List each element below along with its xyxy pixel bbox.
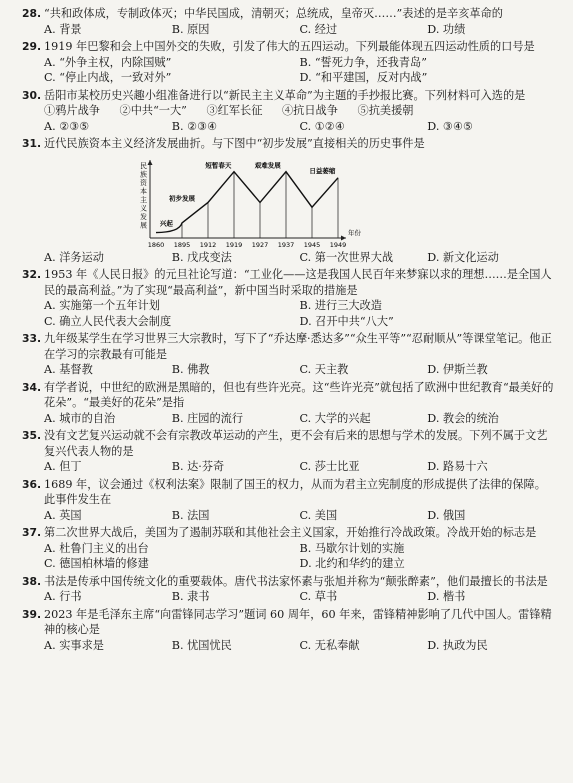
- material-item: ⑤抗美援朝: [357, 104, 414, 117]
- material-item: ③红军长征: [206, 104, 263, 117]
- question-39: [22, 607, 555, 654]
- option-d: D. 楷书: [427, 590, 466, 603]
- annotation-label: 艰难发展: [254, 161, 281, 170]
- annotation-label: 日益萎缩: [309, 166, 336, 175]
- option-b: B. “誓死力争，还我青岛”: [299, 55, 427, 69]
- question-38: [22, 574, 555, 605]
- question-number: 28.: [22, 7, 42, 20]
- question-33: [22, 331, 555, 378]
- question-number: 32.: [22, 268, 42, 281]
- x-tick-label: 1919: [225, 240, 243, 249]
- option-a: A. 背景: [44, 22, 82, 36]
- x-tick-label: 1945: [303, 240, 321, 249]
- option-d: D. ③④⑤: [427, 119, 474, 133]
- option-b: B. ②③④: [171, 119, 218, 133]
- question-stem: 1953 年《人民日报》的元旦社论写道：“工业化——这是我国人民百年来梦寐以求的理想……是全国人民的最高利益。”为了实现“最高利益”，新中国当时采取的措施是: [44, 268, 552, 297]
- question-stem: 1919 年巴黎和会上中国外交的失败，引发了伟大的五四运动。下列最能体现五四运动性质的口号是: [44, 40, 535, 53]
- option-c: C. “停止内战，一致对外”: [44, 71, 172, 84]
- x-tick-label: 1949: [329, 240, 347, 249]
- question-stem: “共和政体成，专制政体灭；中华民国成，清朝灭；总统成，皇帝灭……”表述的是辛亥革命的: [44, 7, 503, 20]
- option-d: D. 召开中共“八大”: [299, 314, 394, 328]
- option-a: A. 英国: [44, 508, 82, 522]
- x-axis-label: 年份: [348, 228, 361, 237]
- y-axis-label: 民族资本主义发展: [140, 161, 147, 229]
- economy-chart: [22, 154, 555, 250]
- question-stem: 2023 年是毛泽东主席“向雷锋同志学习”题词 60 周年，60 年来，雷锋精神影响了几代中国人。雷锋精神的核心是: [44, 607, 552, 636]
- option-c: C. 美国: [299, 508, 338, 522]
- material-item: ②中共“一大”: [119, 104, 187, 117]
- question-29: [22, 39, 555, 86]
- question-stem: 1689 年，议会通过《权利法案》限制了国王的权力，从而为君主立宪制度的形成提供了法律的保障。此事件发生在: [44, 477, 546, 506]
- annotation-label: 初步发展: [169, 193, 195, 202]
- option-c: C. 德国柏林墙的修建: [44, 557, 149, 570]
- x-tick-label: 1895: [173, 240, 191, 249]
- question-number: 33.: [22, 332, 42, 345]
- option-d: D. 伊斯兰教: [427, 363, 488, 376]
- option-a: A. 行书: [44, 590, 82, 603]
- option-a: A. 杜鲁门主义的出台: [44, 541, 149, 555]
- option-d: D. 功绩: [427, 22, 466, 36]
- question-number: 37.: [22, 526, 42, 539]
- question-stem: 有学者说，中世纪的欧洲是黑暗的，但也有些许光亮。这“些许光亮”就包括了欧洲中世纪教育“最美好的花朵”。“最美好的花朵”是指: [44, 380, 554, 409]
- question-stem: 岳阳市某校历史兴趣小组准备进行以“新民主主义革命”为主题的手抄报比赛。下列材料可入选的是: [44, 88, 526, 102]
- material-list: [22, 103, 555, 119]
- option-c: C. 无私奉献: [299, 638, 360, 652]
- option-a: A. 实施第一个五年计划: [44, 299, 160, 312]
- question-number: 29.: [22, 40, 42, 53]
- question-35: [22, 428, 555, 475]
- question-number: 38.: [22, 574, 42, 588]
- option-c: C. 草书: [299, 590, 338, 603]
- option-d: D. 新文化运动: [427, 250, 499, 264]
- option-c: C. 大学的兴起: [299, 411, 371, 425]
- option-a: A. 实事求是: [44, 638, 104, 652]
- x-tick-label: 1860: [147, 240, 165, 249]
- option-a: A. 但丁: [44, 460, 82, 473]
- question-34: [22, 380, 555, 427]
- x-tick-label: 1937: [277, 240, 295, 249]
- option-c: C. 第一次世界大战: [299, 250, 394, 264]
- option-a: A. ②③⑤: [44, 119, 90, 133]
- question-30: [22, 88, 555, 135]
- option-b: B. 马歇尔计划的实施: [299, 541, 405, 555]
- option-b: B. 隶书: [171, 590, 210, 603]
- question-stem: 近代民族资本主义经济发展曲折。与下图中“初步发展”直接相关的历史事件是: [44, 137, 425, 150]
- question-stem: 九年级某学生在学习世界三大宗教时，写下了“乔达摩·悉达多”“众生平等”“忍耐顺从”等课堂笔记。他正在学习的宗教最有可能是: [44, 332, 552, 361]
- question-number: 36.: [22, 477, 42, 491]
- option-b: B. 原因: [171, 22, 210, 36]
- x-axis-arrow: [341, 235, 346, 240]
- option-a: A. 洋务运动: [44, 250, 104, 264]
- question-stem: 没有文艺复兴运动就不会有宗教改革运动的产生，更不会有后来的思想与学术的发展。下列不属于文艺复兴代表人物的是: [44, 429, 548, 458]
- x-tick-label: 1912: [199, 240, 217, 249]
- question-stem: 书法是传承中国传统文化的重要载体。唐代书法家怀素与张旭并称为“颠张醉素”，他们最擅长的书法是: [44, 574, 548, 588]
- question-36: [22, 477, 555, 524]
- option-b: B. 法国: [171, 508, 210, 522]
- question-number: 31.: [22, 137, 42, 150]
- x-tick-label: 1927: [251, 240, 269, 249]
- option-b: B. 佛教: [171, 363, 210, 376]
- option-c: C. ①②④: [299, 119, 345, 133]
- question-number: 35.: [22, 429, 42, 442]
- question-number: 30.: [22, 88, 42, 102]
- option-b: B. 戊戌变法: [171, 250, 232, 264]
- option-c: C. 经过: [299, 22, 338, 36]
- question-32: [22, 267, 555, 329]
- option-d: D. 执政为民: [427, 638, 488, 652]
- line-chart: [122, 154, 362, 250]
- question-stem: 第二次世界大战后，美国为了遏制苏联和其他社会主义国家，开始推行冷战政策。冷战开始的标志是: [44, 526, 537, 539]
- annotation-label: 短暂春天: [205, 161, 232, 170]
- option-a: A. “外争主权，内除国贼”: [44, 55, 172, 69]
- question-28: [22, 6, 555, 37]
- option-a: A. 基督教: [44, 363, 93, 376]
- option-a: A. 城市的自治: [44, 411, 116, 425]
- question-37: [22, 525, 555, 572]
- question-31: [22, 136, 555, 265]
- option-d: D. 俄国: [427, 508, 466, 522]
- option-b: B. 达·芬奇: [171, 460, 225, 473]
- option-c: C. 确立人民代表大会制度: [44, 314, 172, 328]
- option-d: D. 路易十六: [427, 460, 488, 473]
- annotation-label: 兴起: [159, 219, 173, 228]
- option-b: B. 进行三大改造: [299, 299, 382, 312]
- question-number: 39.: [22, 607, 42, 621]
- material-item: ④抗日战争: [281, 104, 338, 117]
- question-number: 34.: [22, 380, 42, 394]
- option-c: C. 莎士比亚: [299, 460, 360, 473]
- option-d: D. 北约和华约的建立: [299, 557, 405, 570]
- option-b: B. 庄园的流行: [171, 411, 244, 425]
- y-axis-arrow: [148, 160, 153, 165]
- material-item: ①鸦片战争: [44, 104, 100, 117]
- option-d: D. “和平建国，反对内战”: [299, 71, 428, 84]
- option-c: C. 天主教: [299, 363, 349, 376]
- option-d: D. 教会的统治: [427, 411, 499, 425]
- option-b: B. 忧国忧民: [171, 638, 232, 652]
